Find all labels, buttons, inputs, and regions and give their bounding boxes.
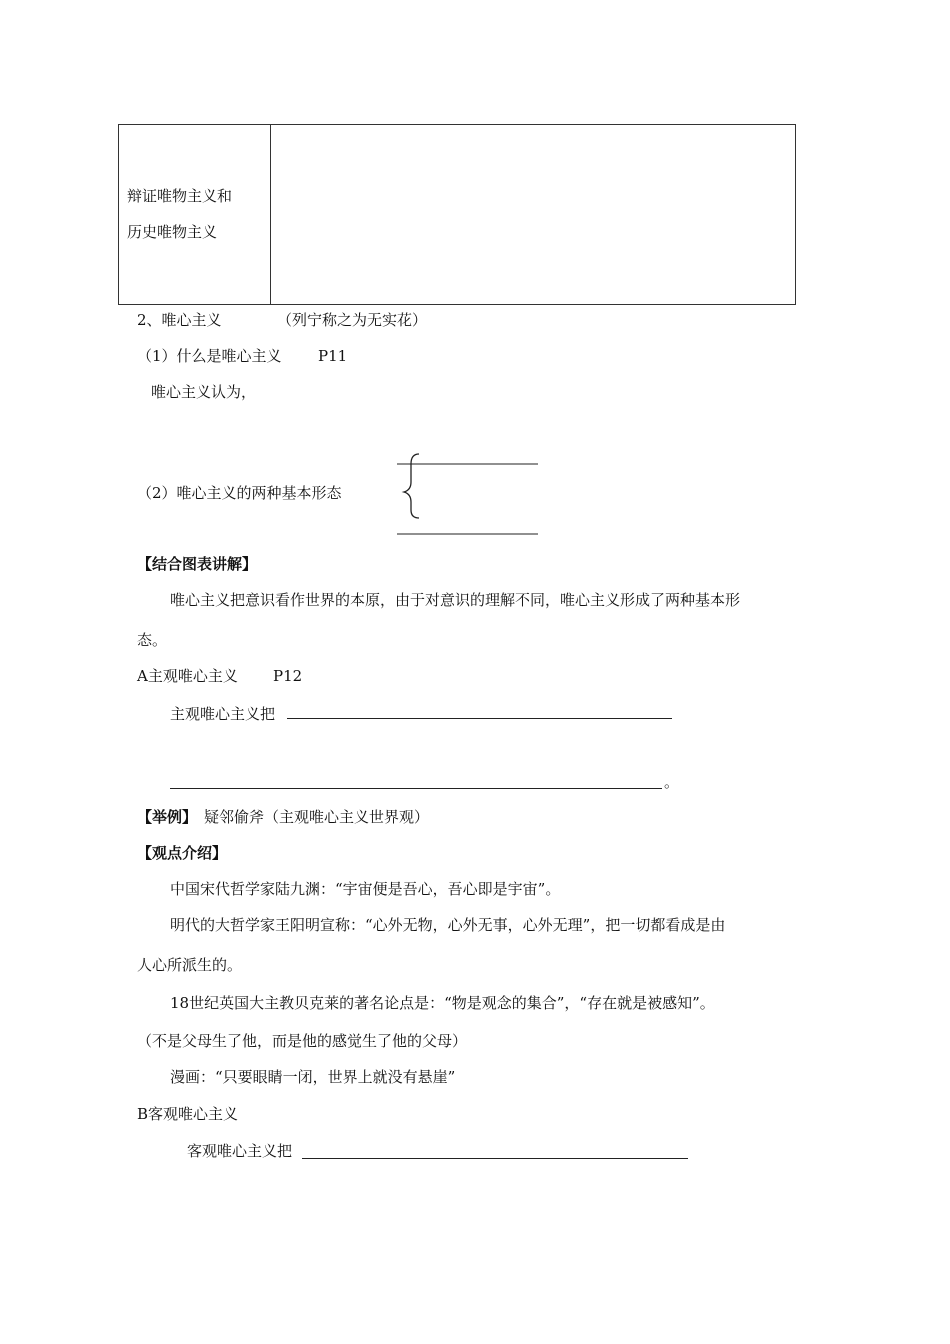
viewpoint-berkeley: 18世纪英国大主教贝克莱的著名论点是：“物是观念的集合”，“存在就是被感知”。 xyxy=(170,994,715,1012)
table-cell-line2: 历史唯物主义 xyxy=(127,223,218,241)
table-cell-line1: 辩证唯物主义和 xyxy=(127,187,233,205)
part-a-period: 。 xyxy=(664,773,680,791)
brace-diagram xyxy=(395,450,545,540)
explain-para-line1: 唯心主义把意识看作世界的本原，由于对意识的理解不同，唯心主义形成了两种基本形 xyxy=(170,591,741,609)
viewpoints-label: 【观点介绍】 xyxy=(137,844,228,862)
viewpoint-cartoon: 漫画：“只要眼睛一闭，世界上就没有悬崖” xyxy=(170,1068,456,1086)
part-a-page-ref: P12 xyxy=(273,667,303,685)
part-a-blank-1[interactable] xyxy=(287,718,672,719)
part-a-blank-2[interactable] xyxy=(170,788,662,789)
section2-note: （列宁称之为无实花） xyxy=(277,311,428,329)
part-b-heading: B客观唯心主义 xyxy=(137,1105,239,1123)
part-b-blank[interactable] xyxy=(302,1158,688,1159)
part-a-heading: A主观唯心主义 xyxy=(137,667,238,685)
example-label: 【举例】 xyxy=(137,808,198,826)
question-1: （1）什么是唯心主义 xyxy=(137,347,282,365)
explain-para-line2: 态。 xyxy=(137,631,168,649)
concept-table xyxy=(118,124,796,305)
viewpoint-berkeley-note: （不是父母生了他，而是他的感觉生了他的父母） xyxy=(137,1032,468,1050)
question-1-answer-prompt: 唯心主义认为， xyxy=(151,383,257,401)
part-b-fill-prefix: 客观唯心主义把 xyxy=(187,1142,293,1160)
part-a-fill-prefix: 主观唯心主义把 xyxy=(170,705,276,723)
viewpoint-lu-jiuyuan: 中国宋代哲学家陆九渊：“宇宙便是吾心，吾心即是宇宙”。 xyxy=(170,880,561,898)
section2-heading: 2、唯心主义 xyxy=(137,311,222,329)
example-text: 疑邻偷斧（主观唯心主义世界观） xyxy=(204,808,430,826)
question-1-page-ref: P11 xyxy=(318,347,348,365)
explain-label: 【结合图表讲解】 xyxy=(137,555,258,573)
question-2: （2）唯心主义的两种基本形态 xyxy=(137,484,342,502)
viewpoint-wang-line2: 人心所派生的。 xyxy=(137,956,243,974)
viewpoint-wang-line1: 明代的大哲学家王阳明宣称：“心外无物，心外无事，心外无理”，把一切都看成是由 xyxy=(170,916,726,934)
table-answer-cell[interactable] xyxy=(271,125,795,304)
